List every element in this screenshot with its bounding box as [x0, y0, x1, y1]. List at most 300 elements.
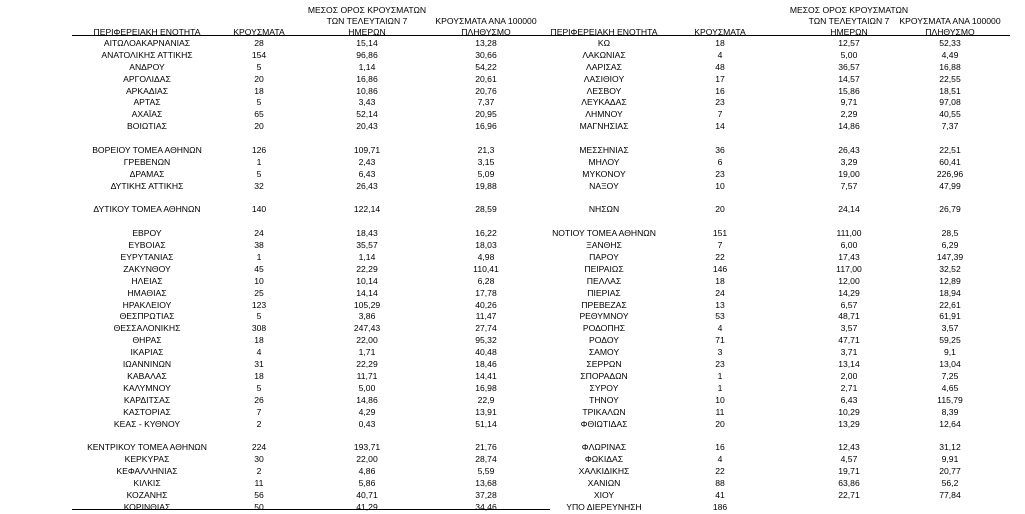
cell-per: 13,04 — [939, 359, 961, 370]
cell-cases: 20 — [254, 73, 264, 84]
table-row — [550, 276, 1010, 288]
cell-avg: 15,86 — [838, 85, 860, 96]
cell-avg: 6,43 — [840, 394, 858, 405]
table-row — [550, 347, 1010, 359]
cell-cases: 4 — [256, 347, 262, 358]
cell-per: 31,12 — [939, 442, 961, 453]
cell-avg: 5,00 — [840, 49, 858, 60]
cell-avg: 4,57 — [840, 454, 858, 465]
cell-per: 34,46 — [475, 501, 497, 512]
cell-cases: 24 — [254, 228, 264, 239]
cell-area: ΣΕΡΡΩΝ — [586, 359, 622, 370]
cell-per: 13,28 — [475, 38, 497, 48]
cell-avg: 111,00 — [836, 228, 862, 239]
cell-cases: 10 — [715, 394, 725, 405]
cell-avg: 6,43 — [358, 168, 376, 179]
cell-per: 12,64 — [939, 418, 961, 429]
table-row — [550, 193, 1010, 205]
cell-area: ΛΗΜΝΟΥ — [585, 109, 623, 120]
header-per-line1: ΚΡΟΥΣΜΑΤΑ ΑΝΑ 100000 — [435, 16, 537, 26]
cell-per: 22,61 — [939, 299, 961, 310]
table-row — [550, 419, 1010, 431]
header-rule — [72, 35, 550, 36]
cell-avg: 10,14 — [356, 275, 378, 286]
cell-per: 60,41 — [939, 156, 961, 167]
cell-cases: 154 — [251, 49, 267, 60]
cell-avg: 20,43 — [356, 121, 378, 132]
table-row — [72, 204, 550, 216]
cell-avg: 2,71 — [840, 382, 858, 393]
cell-area: ΜΥΚΟΝΟΥ — [582, 168, 626, 179]
cell-cases: 16 — [715, 85, 725, 96]
cell-cases: 22 — [715, 466, 725, 477]
cell-per: 26,79 — [939, 204, 961, 215]
cell-cases: 20 — [715, 418, 725, 429]
cell-per: 16,88 — [939, 61, 961, 72]
cell-area: ΙΚΑΡΙΑΣ — [130, 347, 164, 358]
table-row — [550, 86, 1010, 98]
cell-area: ΞΑΝΘΗΣ — [586, 240, 622, 251]
cell-avg: 63,86 — [838, 477, 860, 488]
cell-per: 20,95 — [475, 109, 497, 120]
cell-area: ΦΘΙΩΤΙΔΑΣ — [580, 418, 628, 429]
cell-per: 18,94 — [939, 287, 961, 298]
cell-avg: 1,14 — [358, 61, 376, 72]
right-table — [550, 0, 1010, 512]
table-row — [72, 97, 550, 109]
cell-area: ΚΕΑΣ - ΚΥΘΝΟΥ — [113, 418, 181, 429]
cell-avg: 22,71 — [838, 489, 860, 500]
cell-area: ΜΕΣΣΗΝΙΑΣ — [579, 145, 629, 156]
cell-cases: 32 — [254, 180, 264, 191]
cell-cases: 5 — [256, 168, 262, 179]
table-row — [550, 442, 1010, 454]
cell-per: 17,78 — [475, 287, 497, 298]
cell-area: ΚΑΣΤΟΡΙΑΣ — [123, 406, 171, 417]
cell-area: ΑΝΑΤΟΛΙΚΗΣ ΑΤΤΙΚΗΣ — [101, 49, 193, 60]
cell-per: 47,99 — [939, 180, 961, 191]
cell-per: 18,46 — [475, 359, 497, 370]
cell-area: ΝΑΞΟΥ — [589, 180, 619, 191]
cell-avg: 14,57 — [838, 73, 860, 84]
cell-area: ΙΩΑΝΝΙΝΩΝ — [122, 359, 172, 370]
cell-cases: 224 — [251, 442, 267, 453]
cell-avg: 14,86 — [356, 394, 378, 405]
cell-area: ΧΑΛΚΙΔΙΚΗΣ — [578, 466, 630, 477]
table-row — [72, 276, 550, 288]
cell-avg: 16,86 — [356, 73, 378, 84]
cell-cases: 31 — [254, 359, 264, 370]
table-row — [72, 62, 550, 74]
cell-cases: 45 — [254, 263, 264, 274]
cell-cases: 2 — [256, 466, 262, 477]
cell-per: 28,5 — [941, 228, 959, 239]
cell-per: 8,39 — [941, 406, 959, 417]
table-row — [550, 109, 1010, 121]
cell-cases: 71 — [715, 335, 725, 346]
cell-avg: 2,29 — [840, 109, 858, 120]
cell-avg: 19,71 — [838, 466, 860, 477]
cell-cases: 28 — [254, 38, 264, 48]
table-row — [550, 74, 1010, 86]
cell-per: 16,98 — [475, 382, 497, 393]
cell-per: 95,32 — [475, 335, 497, 346]
table-row — [550, 133, 1010, 145]
cell-area: ΘΕΣΠΡΩΤΙΑΣ — [119, 311, 175, 322]
cell-area: ΗΛΕΙΑΣ — [131, 275, 163, 286]
table-row — [550, 157, 1010, 169]
cell-area: ΚΑΒΑΛΑΣ — [127, 370, 167, 381]
cell-area: ΡΟΔΟΥ — [589, 335, 619, 346]
cell-per: 115,79 — [937, 394, 963, 405]
cell-avg: 3,43 — [358, 97, 376, 108]
cell-area: ΚΙΛΚΙΣ — [133, 477, 161, 488]
header-per-line2: ΠΛΗΘΥΣΜΟ — [925, 27, 975, 37]
table-row — [550, 359, 1010, 371]
cell-area: ΑΡΓΟΛΙΔΑΣ — [123, 73, 171, 84]
cell-avg: 13,14 — [838, 359, 860, 370]
cell-avg: 3,71 — [840, 347, 858, 358]
right-rows — [550, 38, 1010, 514]
table-row — [550, 204, 1010, 216]
table-row — [72, 335, 550, 347]
cell-per: 3,57 — [941, 323, 959, 334]
cell-avg: 6,00 — [840, 240, 858, 251]
cell-area: ΑΙΤΩΛΟΑΚΑΡΝΑΝΙΑΣ — [103, 38, 191, 48]
table-row — [72, 323, 550, 335]
table-row — [550, 430, 1010, 442]
table-row — [72, 442, 550, 454]
table-row — [72, 216, 550, 228]
cell-area: ΔΥΤΙΚΟΥ ΤΟΜΕΑ ΑΘΗΝΩΝ — [93, 204, 201, 215]
cell-area: ΠΙΕΡΙΑΣ — [587, 287, 621, 298]
table-row — [72, 181, 550, 193]
cell-per: 21,76 — [475, 442, 497, 453]
table-row — [72, 478, 550, 490]
cell-per: 14,41 — [475, 370, 497, 381]
cell-cases: 4 — [717, 323, 723, 334]
header-avg-line1: ΜΕΣΟΣ ΟΡΟΣ ΚΡΟΥΣΜΑΤΩΝ — [789, 5, 909, 15]
cell-avg: 24,14 — [838, 204, 860, 215]
table-row — [550, 371, 1010, 383]
cell-per: 40,55 — [939, 109, 961, 120]
table-row — [72, 430, 550, 442]
cell-avg: 10,29 — [838, 406, 860, 417]
table-row — [72, 74, 550, 86]
cell-avg: 18,43 — [356, 228, 378, 239]
cell-area: ΓΡΕΒΕΝΩΝ — [123, 156, 171, 167]
table-row — [550, 121, 1010, 133]
cell-per: 13,68 — [475, 477, 497, 488]
table-row — [72, 121, 550, 133]
table-row — [72, 157, 550, 169]
cell-cases: 65 — [254, 109, 264, 120]
cell-avg: 13,29 — [838, 418, 860, 429]
table-row — [550, 252, 1010, 264]
cell-per: 51,14 — [475, 418, 497, 429]
cell-avg: 17,43 — [838, 252, 860, 263]
table-row — [72, 252, 550, 264]
table-row — [550, 478, 1010, 490]
cell-cases: 7 — [256, 406, 262, 417]
cell-cases: 11 — [715, 406, 725, 417]
table-row — [550, 323, 1010, 335]
cell-area: ΑΡΚΑΔΙΑΣ — [125, 85, 169, 96]
left-table — [72, 0, 550, 512]
cell-avg: 4,29 — [358, 406, 376, 417]
cell-area: ΒΟΙΩΤΙΑΣ — [127, 121, 167, 132]
cell-per: 7,37 — [477, 97, 495, 108]
cell-cases: 20 — [715, 204, 725, 215]
cell-avg: 14,29 — [838, 287, 860, 298]
cell-avg: 41,29 — [356, 501, 378, 512]
cell-per: 52,33 — [939, 38, 961, 48]
cell-area: ΚΑΛΥΜΝΟΥ — [123, 382, 171, 393]
header-area: ΠΕΡΙΦΕΡΕΙΑΚΗ ΕΝΟΤΗΤΑ — [93, 27, 201, 37]
cell-per: 56,2 — [941, 477, 959, 488]
cell-per: 21,3 — [477, 145, 495, 156]
cell-cases: 48 — [715, 61, 725, 72]
cell-area: ΡΟΔΟΠΗΣ — [582, 323, 626, 334]
table-row — [72, 311, 550, 323]
cell-area: ΕΥΒΟΙΑΣ — [128, 240, 166, 251]
table-row — [72, 359, 550, 371]
header-avg-line3: ΗΜΕΡΩΝ — [830, 27, 868, 37]
cell-per: 22,55 — [939, 73, 961, 84]
table-row — [72, 466, 550, 478]
cell-per: 9,1 — [944, 347, 956, 358]
cell-avg: 14,14 — [356, 287, 378, 298]
cell-area: ΑΡΤΑΣ — [133, 97, 161, 108]
cell-area: ΜΗΛΟΥ — [588, 156, 620, 167]
cell-area: ΜΑΓΝΗΣΙΑΣ — [579, 121, 629, 132]
cell-cases: 1 — [256, 156, 262, 167]
cell-avg: 105,29 — [353, 299, 381, 310]
table-row — [72, 264, 550, 276]
cell-per: 5,09 — [477, 168, 495, 179]
cell-avg: 14,86 — [838, 121, 860, 132]
cell-cases: 5 — [256, 311, 262, 322]
cell-per: 40,26 — [475, 299, 497, 310]
cell-cases: 7 — [717, 240, 723, 251]
cell-area: ΣΠΟΡΑΔΩΝ — [580, 370, 628, 381]
cell-area: ΛΕΣΒΟΥ — [586, 85, 622, 96]
cell-cases: 5 — [256, 382, 262, 393]
cell-per: 30,66 — [475, 49, 497, 60]
cell-per: 4,49 — [941, 49, 959, 60]
table-row — [550, 300, 1010, 312]
cell-per: 37,28 — [475, 489, 497, 500]
table-row — [550, 466, 1010, 478]
header-per-line2: ΠΛΗΘΥΣΜΟ — [461, 27, 511, 37]
cell-area: ΡΕΘΥΜΝΟΥ — [579, 311, 629, 322]
cell-cases: 23 — [715, 97, 725, 108]
cell-per: 18,03 — [475, 240, 497, 251]
cell-area: ΧΙΟΥ — [593, 489, 615, 500]
cell-cases: 4 — [717, 49, 723, 60]
header-avg-line1: ΜΕΣΟΣ ΟΡΟΣ ΚΡΟΥΣΜΑΤΩΝ — [307, 5, 427, 15]
cell-per: 6,29 — [941, 240, 959, 251]
cell-avg: 26,43 — [356, 180, 378, 191]
cell-cases: 151 — [712, 228, 728, 239]
cell-avg: 109,71 — [353, 145, 381, 156]
cell-area: ΗΜΑΘΙΑΣ — [127, 287, 167, 298]
cell-avg: 19,00 — [838, 168, 860, 179]
cell-cases: 5 — [256, 97, 262, 108]
cell-cases: 30 — [254, 454, 264, 465]
header-avg — [294, 5, 440, 38]
cell-cases: 23 — [715, 359, 725, 370]
cell-per: 7,37 — [941, 121, 959, 132]
table-row — [550, 169, 1010, 181]
bottom-rule — [72, 509, 550, 510]
cell-cases: 25 — [254, 287, 264, 298]
cell-area: ΦΛΩΡΙΝΑΣ — [581, 442, 627, 453]
cell-area: ΚΟΡΙΝΘΙΑΣ — [123, 501, 171, 512]
cell-cases: 10 — [715, 180, 725, 191]
cell-avg: 15,14 — [356, 38, 378, 48]
cell-cases: 123 — [251, 299, 267, 310]
cell-area: ΚΩ — [597, 38, 611, 48]
cell-cases: 7 — [717, 109, 723, 120]
cell-area: ΠΑΡΟΥ — [589, 252, 619, 263]
cell-area: ΤΗΝΟΥ — [589, 394, 619, 405]
cell-area: ΘΗΡΑΣ — [132, 335, 162, 346]
cell-area: ΑΝΔΡΟΥ — [129, 61, 165, 72]
cell-avg: 247,43 — [353, 323, 381, 334]
cell-per: 110,41 — [473, 263, 499, 274]
cell-cases: 4 — [717, 454, 723, 465]
cell-avg: 0,43 — [358, 418, 376, 429]
cell-cases: 17 — [715, 73, 725, 84]
cell-avg: 48,71 — [838, 311, 860, 322]
cell-avg: 96,86 — [356, 49, 378, 60]
cell-per: 5,59 — [477, 466, 495, 477]
table-row — [72, 454, 550, 466]
cell-area: ΗΡΑΚΛΕΙΟΥ — [122, 299, 172, 310]
table-row — [72, 288, 550, 300]
cell-cases: 14 — [715, 121, 725, 132]
table-row — [72, 300, 550, 312]
table-row — [72, 38, 550, 50]
left-rows — [72, 38, 550, 514]
cell-cases: 38 — [254, 240, 264, 251]
table-row — [72, 145, 550, 157]
table-row — [72, 490, 550, 502]
cell-avg: 193,71 — [353, 442, 381, 453]
cell-per: 97,08 — [939, 97, 961, 108]
cell-area: ΚΑΡΔΙΤΣΑΣ — [123, 394, 171, 405]
cell-avg: 11,71 — [356, 370, 378, 381]
cell-per: 22,9 — [477, 394, 495, 405]
table-row — [72, 86, 550, 98]
table-row — [550, 335, 1010, 347]
cell-avg: 12,43 — [838, 442, 860, 453]
cell-cases: 22 — [715, 252, 725, 263]
cell-avg: 9,71 — [840, 97, 858, 108]
cell-cases: 18 — [715, 275, 725, 286]
cell-cases: 2 — [256, 418, 262, 429]
cell-per: 7,25 — [941, 370, 959, 381]
cell-cases: 5 — [256, 61, 262, 72]
table-row — [550, 288, 1010, 300]
table-row — [72, 193, 550, 205]
cell-cases: 18 — [254, 85, 264, 96]
cell-cases: 126 — [251, 145, 267, 156]
cell-per: 9,91 — [941, 454, 959, 465]
cell-cases: 18 — [254, 335, 264, 346]
table-row — [550, 38, 1010, 50]
cell-area: ΦΩΚΙΔΑΣ — [584, 454, 624, 465]
cell-cases: 41 — [715, 489, 725, 500]
table-row — [72, 50, 550, 62]
cell-avg: 2,00 — [840, 370, 858, 381]
cell-avg: 12,57 — [838, 38, 860, 48]
cell-area: ΚΕΦΑΛΛΗΝΙΑΣ — [116, 466, 178, 477]
cell-area: ΚΟΖΑΝΗΣ — [126, 489, 168, 500]
cell-avg: 22,00 — [356, 335, 378, 346]
table-row — [72, 133, 550, 145]
cell-area: ΝΗΣΩΝ — [588, 204, 620, 215]
cell-avg: 40,71 — [356, 489, 378, 500]
cell-area: ΒΟΡΕΙΟΥ ΤΟΜΕΑ ΑΘΗΝΩΝ — [92, 145, 202, 156]
cell-area: ΛΑΡΙΣΑΣ — [586, 61, 622, 72]
cell-per: 16,96 — [475, 121, 497, 132]
cell-avg: 26,43 — [838, 145, 860, 156]
table-row — [72, 383, 550, 395]
cell-area: ΚΕΡΚΥΡΑΣ — [124, 454, 170, 465]
cell-area: ΔΡΑΜΑΣ — [129, 168, 165, 179]
cell-avg: 3,86 — [358, 311, 376, 322]
cell-per: 22,51 — [939, 145, 961, 156]
header-per-line1: ΚΡΟΥΣΜΑΤΑ ΑΝΑ 100000 — [899, 16, 1001, 26]
cell-area: ΛΑΣΙΘΙΟΥ — [583, 73, 625, 84]
cell-cases: 20 — [254, 121, 264, 132]
cell-per: 4,65 — [941, 382, 959, 393]
cell-area: ΣΥΡΟΥ — [589, 382, 619, 393]
cell-cases: 10 — [254, 275, 264, 286]
header-avg-line2: ΤΩΝ ΤΕΛΕΥΤΑΙΩΝ 7 — [326, 16, 408, 26]
header-avg-line3: ΗΜΕΡΩΝ — [348, 27, 386, 37]
cell-avg: 10,86 — [356, 85, 378, 96]
table-row — [72, 407, 550, 419]
cell-area: ΧΑΝΙΩΝ — [587, 477, 621, 488]
cell-cases: 6 — [717, 156, 723, 167]
cell-avg: 3,57 — [840, 323, 858, 334]
cell-per: 28,59 — [475, 204, 497, 215]
cell-cases: 1 — [256, 252, 262, 263]
cell-area: ΣΑΜΟΥ — [588, 347, 620, 358]
header-area: ΠΕΡΙΦΕΡΕΙΑΚΗ ΕΝΟΤΗΤΑ — [550, 27, 658, 37]
cell-cases: 36 — [715, 145, 725, 156]
cell-cases: 308 — [251, 323, 267, 334]
table-row — [550, 240, 1010, 252]
table-row — [550, 311, 1010, 323]
cell-avg: 5,86 — [358, 477, 376, 488]
cell-cases: 186 — [712, 501, 728, 512]
cell-cases: 11 — [254, 477, 264, 488]
table-row — [72, 109, 550, 121]
cell-avg: 12,00 — [838, 275, 860, 286]
cell-area: ΠΕΛΛΑΣ — [586, 275, 622, 286]
cell-area: ΑΧΑΪΑΣ — [131, 109, 163, 120]
table-row — [72, 228, 550, 240]
cell-cases: 18 — [715, 38, 725, 48]
cell-per: 59,25 — [939, 335, 961, 346]
cell-cases: 1 — [717, 370, 723, 381]
cell-avg: 122,14 — [353, 204, 381, 215]
cell-cases: 146 — [712, 263, 728, 274]
